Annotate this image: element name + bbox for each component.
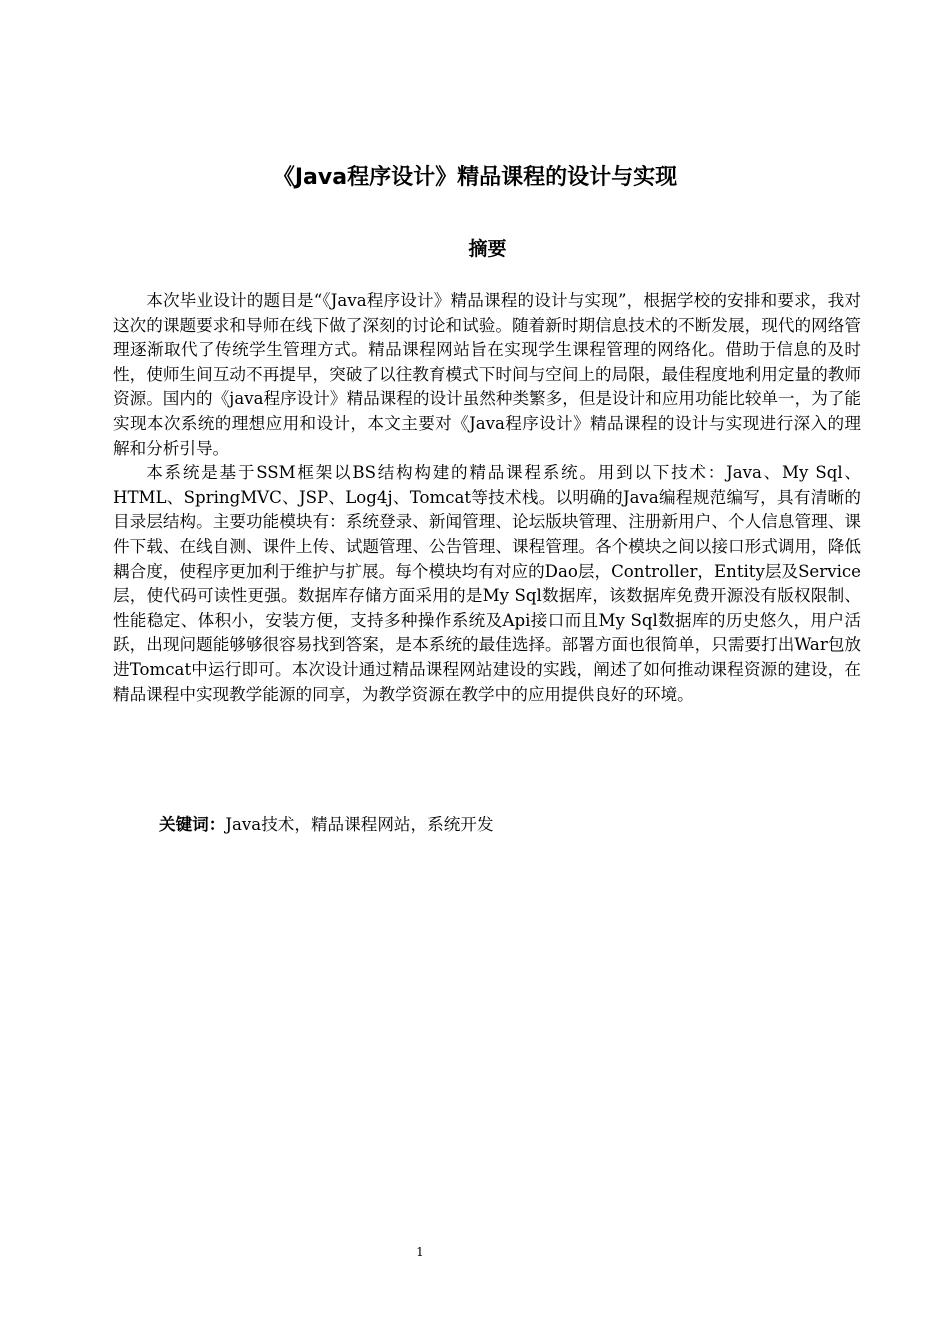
abstract-body xyxy=(113,289,861,707)
keywords-value: Java技术，精品课程网站，系统开发 xyxy=(225,815,494,834)
document-title: 《Java程序设计》精品课程的设计与实现 xyxy=(272,165,678,190)
abstract-heading: 摘要 xyxy=(468,238,507,260)
abstract-paragraph-2: 本系统是基于SSM框架以BS结构构建的精品课程系统。用到以下技术：Java、My Sql、HTML、SpringMVC、JSP、Log4j、Tomcat等技术栈。以明确的Java编程规范编写，具有清晰的目录层结构。主要功能模块有：系统登录、新闻管理、论坛版块管理、注册新用户、个人信息管理、课件下载、在线自测、课件上传、试题管理、公告管理、课程管理。各个模块之间以接口形式调用，降低耦合度，使程序更加利于维护与扩展。每个模块均有对应的Dao层，Controller，Entity层及Service层，使代码可读性更强。数据库存储方面采用的是My Sql数据库，该数据库免费开源没有版权限制、性能稳定、体积小，安装方便，支持多种操作系统及Api接口而且My Sql数据库的历史悠久，用户活跃，出现问题能够够很容易找到答案，是本系统的最佳选择。部署方面也很简单，只需要打出War包放进Tomcat中运行即可。本次设计通过精品课程网站建设的实践，阐述了如何推动课程资源的建设，在精品课程中实现教学能源的同享，为教学资源在教学中的应用提供良好的环境。 xyxy=(113,463,861,704)
page-number: 1 xyxy=(416,1245,424,1259)
abstract-paragraph-1: 本次毕业设计的题目是“《Java程序设计》精品课程的设计与实现”，根据学校的安排和要求，我对这次的课题要求和导师在线下做了深刻的讨论和试验。随着新时期信息技术的不断发展，现代的网络管理逐渐取代了传统学生管理方式。精品课程网站旨在实现学生课程管理的网络化。借助于信息的及时性，使师生间互动不再提早，突破了以往教育模式下时间与空间上的局限，最佳程度地利用定量的教师资源。国内的《java程序设计》精品课程的设计虽然种类繁多，但是设计和应用功能比较单一，为了能实现本次系统的理想应用和设计，本文主要对《Java程序设计》精品课程的设计与实现进行深入的理解和分析引导。 xyxy=(113,291,861,458)
keywords-label: 关键词： xyxy=(159,815,226,834)
keywords-line xyxy=(159,812,859,838)
